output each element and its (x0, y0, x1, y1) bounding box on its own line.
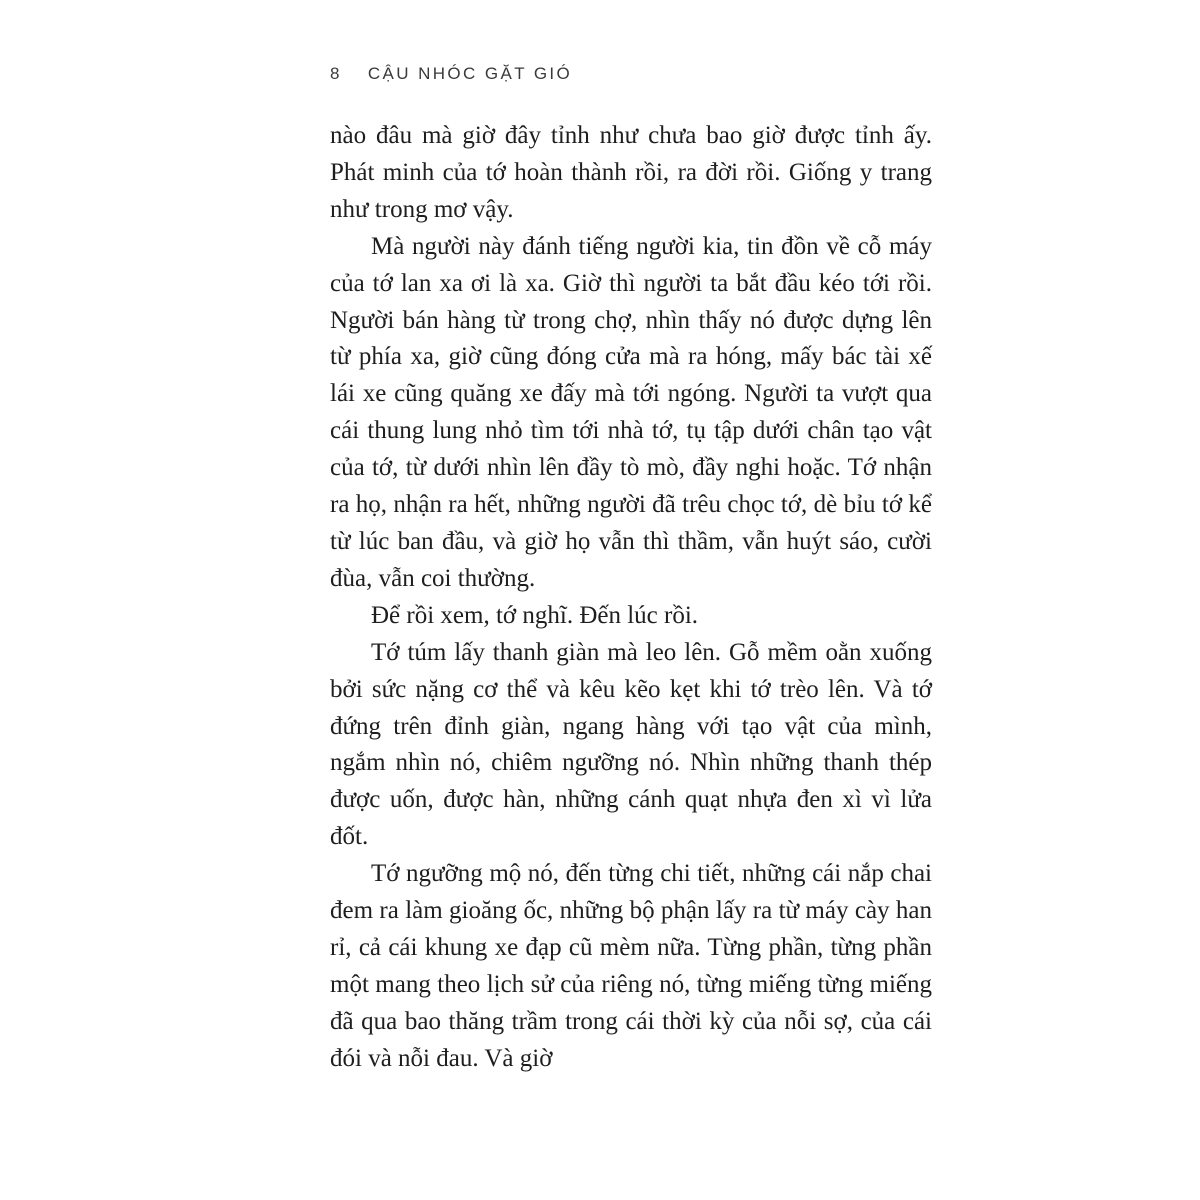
paragraph-1: nào đâu mà giờ đây tỉnh như chưa bao giờ được tỉnh ấy. Phát minh của tớ hoàn thành rồi, ra đời rồi. Giống y trang như trong mơ vậy. (330, 122, 932, 223)
paragraph-4: Tớ túm lấy thanh giàn mà leo lên. Gỗ mềm oằn xuống bởi sức nặng cơ thể và kêu kẽo kẹt khi tớ trèo lên. Và tớ đứng trên đỉnh giàn, ngang hàng với tạo vật của mình, ngắm nhìn nó, chiêm ngưỡng nó. Nhìn những thanh thép được uốn, được hàn, những cánh quạt nhựa đen xì vì lửa đốt. (330, 638, 932, 851)
page-number: 8 (330, 64, 342, 83)
paragraph-5: Tớ ngưỡng mộ nó, đến từng chi tiết, những cái nắp chai đem ra làm gioăng ốc, những bộ phận lấy ra từ máy cày han rỉ, cả cái khung xe đạp cũ mèm nữa. Từng phần, từng phần một mang theo lịch sử của riêng nó, từng miếng từng miếng đã qua bao thăng trầm trong cái thời kỳ của nỗi sợ, của cái đói và nỗi đau. Và giờ (330, 860, 932, 1072)
paragraph-2: Mà người này đánh tiếng người kia, tin đồn về cỗ máy của tớ lan xa ơi là xa. Giờ thì người ta bắt đầu kéo tới rồi. Người bán hàng từ trong chợ, nhìn thấy nó được dựng lên từ phía xa, giờ cũng đóng cửa mà ra hóng, mấy bác tài xế lái xe cũng quăng xe đấy mà tới ngóng. Người ta vượt qua cái thung lung nhỏ tìm tới nhà tớ, tụ tập dưới chân tạo vật của tớ, từ dưới nhìn lên đầy tò mò, đầy nghi hoặc. Tớ nhận ra họ, nhận ra hết, những người đã trêu chọc tớ, dè bỉu tớ kể từ lúc ban đầu, và giờ họ vẫn thì thầm, vẫn huýt sáo, cười đùa, vẫn coi thường. (330, 232, 932, 592)
book-title: CẬU NHÓC GẶT GIÓ (367, 64, 573, 83)
body-text (330, 118, 932, 1078)
running-head (330, 64, 572, 86)
paragraph-3: Để rồi xem, tớ nghĩ. Đến lúc rồi. (371, 601, 699, 629)
